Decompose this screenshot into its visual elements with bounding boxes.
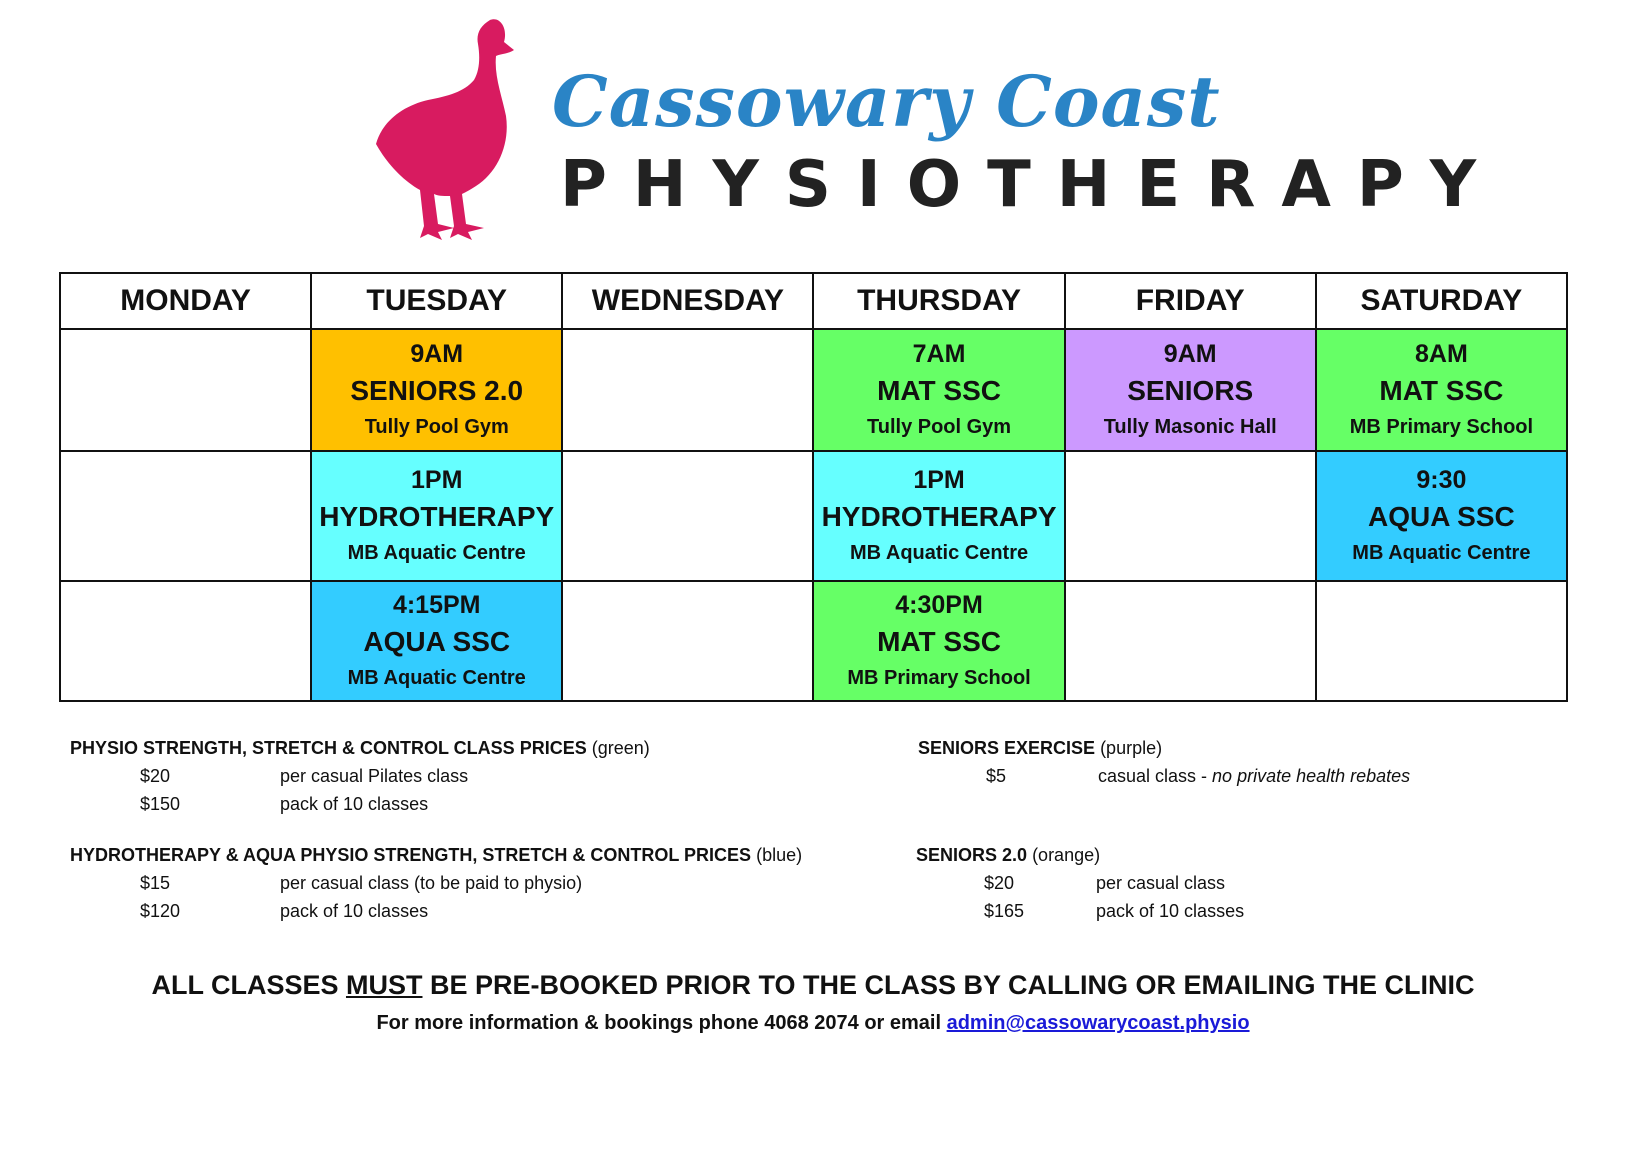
booking-notice-start: ALL CLASSES xyxy=(151,970,346,1000)
class-name: MAT SSC xyxy=(877,375,1001,406)
day-header-friday: FRIDAY xyxy=(1065,273,1316,329)
prices-heading xyxy=(916,841,1556,869)
class-time: 9AM xyxy=(410,340,464,368)
empty-slot-monday xyxy=(60,581,311,701)
day-header-saturday: SATURDAY xyxy=(1316,273,1567,329)
price-amount: $20 xyxy=(140,766,171,786)
price-desc xyxy=(1098,762,1410,790)
prices-heading-text: HYDROTHERAPY & AQUA PHYSIO STRENGTH, STRETCH & CONTROL PRICES xyxy=(70,845,752,865)
class-slot-saturday xyxy=(1316,329,1567,451)
class-slot-thursday xyxy=(813,451,1064,581)
prices-heading-text: SENIORS EXERCISE xyxy=(918,738,1096,758)
day-header-row xyxy=(60,273,1567,329)
class-time: 1PM xyxy=(411,466,463,494)
class-slot-saturday xyxy=(1316,451,1567,581)
class-name: SENIORS 2.0 xyxy=(350,375,524,406)
price-amount: $120 xyxy=(140,901,181,921)
class-time: 1PM xyxy=(913,466,965,494)
price-desc: per casual class (to be paid to physio) xyxy=(280,873,583,893)
empty-slot-wednesday xyxy=(562,329,813,451)
class-time: 9AM xyxy=(1163,340,1217,368)
timetable-row xyxy=(60,451,1567,581)
class-venue: Tully Masonic Hall xyxy=(1103,416,1277,438)
contact-info-text: For more information & bookings phone 4068 2074 or email xyxy=(376,1012,947,1034)
class-slot-thursday xyxy=(813,329,1064,451)
price-desc-text: casual class - xyxy=(1098,766,1213,786)
class-time: 9:30 xyxy=(1416,466,1467,494)
prices-physio-ssc xyxy=(70,734,870,818)
price-amount: $150 xyxy=(140,794,181,814)
price-amount: $165 xyxy=(984,901,1025,921)
timetable-row xyxy=(60,329,1567,451)
prices-seniors-2 xyxy=(916,841,1556,925)
contact-info xyxy=(0,1012,1626,1035)
price-row xyxy=(918,762,1558,790)
day-header-thursday: THURSDAY xyxy=(813,273,1064,329)
class-venue: Tully Pool Gym xyxy=(364,416,509,438)
empty-slot-wednesday xyxy=(562,451,813,581)
price-desc: per casual class xyxy=(1096,873,1226,893)
price-row xyxy=(70,869,870,897)
prices-heading xyxy=(70,734,870,762)
class-venue: MB Primary School xyxy=(847,667,1031,689)
price-row xyxy=(916,897,1556,925)
class-time: 8AM xyxy=(1414,340,1468,368)
prices-heading xyxy=(70,841,870,869)
class-venue: MB Aquatic Centre xyxy=(347,667,526,689)
prices-heading-text: PHYSIO STRENGTH, STRETCH & CONTROL CLASS PRICES xyxy=(70,738,587,758)
empty-slot-friday xyxy=(1065,451,1316,581)
logo xyxy=(372,14,1503,254)
price-desc: pack of 10 classes xyxy=(280,901,429,921)
class-name: HYDROTHERAPY xyxy=(319,501,555,532)
booking-notice-emphasis: MUST xyxy=(345,970,423,1000)
price-row xyxy=(70,762,870,790)
email-link[interactable]: admin@cassowarycoast.physio xyxy=(946,1012,1250,1034)
day-header-wednesday: WEDNESDAY xyxy=(562,273,813,329)
class-time: 7AM xyxy=(912,340,966,368)
prices-heading-note: (blue) xyxy=(756,845,803,865)
price-desc: per casual Pilates class xyxy=(280,766,469,786)
class-time: 4:30PM xyxy=(895,591,983,619)
brand-script-text: Cassowary Coast xyxy=(552,60,1221,143)
booking-notice xyxy=(0,970,1626,1001)
empty-slot-saturday xyxy=(1316,581,1567,701)
class-slot-tuesday xyxy=(311,451,562,581)
class-venue: MB Aquatic Centre xyxy=(849,542,1029,564)
class-name: HYDROTHERAPY xyxy=(821,501,1057,532)
class-slot-friday xyxy=(1065,329,1316,451)
price-desc: pack of 10 classes xyxy=(1096,901,1245,921)
prices-seniors-exercise xyxy=(918,734,1558,790)
class-name: AQUA SSC xyxy=(1368,501,1515,532)
empty-slot-monday xyxy=(60,329,311,451)
class-venue: MB Aquatic Centre xyxy=(347,542,526,564)
price-row xyxy=(70,897,870,925)
class-timetable xyxy=(59,272,1568,702)
prices-heading-text: SENIORS 2.0 xyxy=(916,845,1028,865)
booking-notice-end: BE PRE-BOOKED PRIOR TO THE CLASS BY CALLING OR EMAILING THE CLINIC xyxy=(422,970,1475,1000)
timetable-row xyxy=(60,581,1567,701)
class-name: AQUA SSC xyxy=(363,626,511,657)
class-venue: MB Primary School xyxy=(1349,416,1534,438)
price-desc-italic: no private health rebates xyxy=(1212,766,1411,786)
prices-hydro-aqua xyxy=(70,841,870,925)
class-name: MAT SSC xyxy=(877,626,1001,657)
prices-heading-note: (purple) xyxy=(1100,738,1163,758)
prices-heading-note: (green) xyxy=(591,738,650,758)
day-header-tuesday: TUESDAY xyxy=(311,273,562,329)
empty-slot-monday xyxy=(60,451,311,581)
class-venue: MB Aquatic Centre xyxy=(1352,542,1531,564)
price-desc: pack of 10 classes xyxy=(280,794,429,814)
empty-slot-wednesday xyxy=(562,581,813,701)
price-amount: $15 xyxy=(140,873,171,893)
class-slot-tuesday xyxy=(311,581,562,701)
class-slot-tuesday xyxy=(311,329,562,451)
prices-heading-note: (orange) xyxy=(1032,845,1101,865)
class-time: 4:15PM xyxy=(392,591,481,619)
class-name: SENIORS xyxy=(1127,375,1254,406)
empty-slot-friday xyxy=(1065,581,1316,701)
price-row xyxy=(70,790,870,818)
price-amount: $5 xyxy=(986,766,1007,786)
class-venue: Tully Pool Gym xyxy=(867,416,1012,438)
class-slot-thursday xyxy=(813,581,1064,701)
prices-heading xyxy=(918,734,1558,762)
class-name: MAT SSC xyxy=(1379,375,1504,406)
day-header-monday: MONDAY xyxy=(60,273,311,329)
cassowary-logo-icon xyxy=(372,14,542,254)
brand-main-text: PHYSIOTHERAPY xyxy=(560,148,1503,222)
price-amount: $20 xyxy=(984,873,1015,893)
price-row xyxy=(916,869,1556,897)
